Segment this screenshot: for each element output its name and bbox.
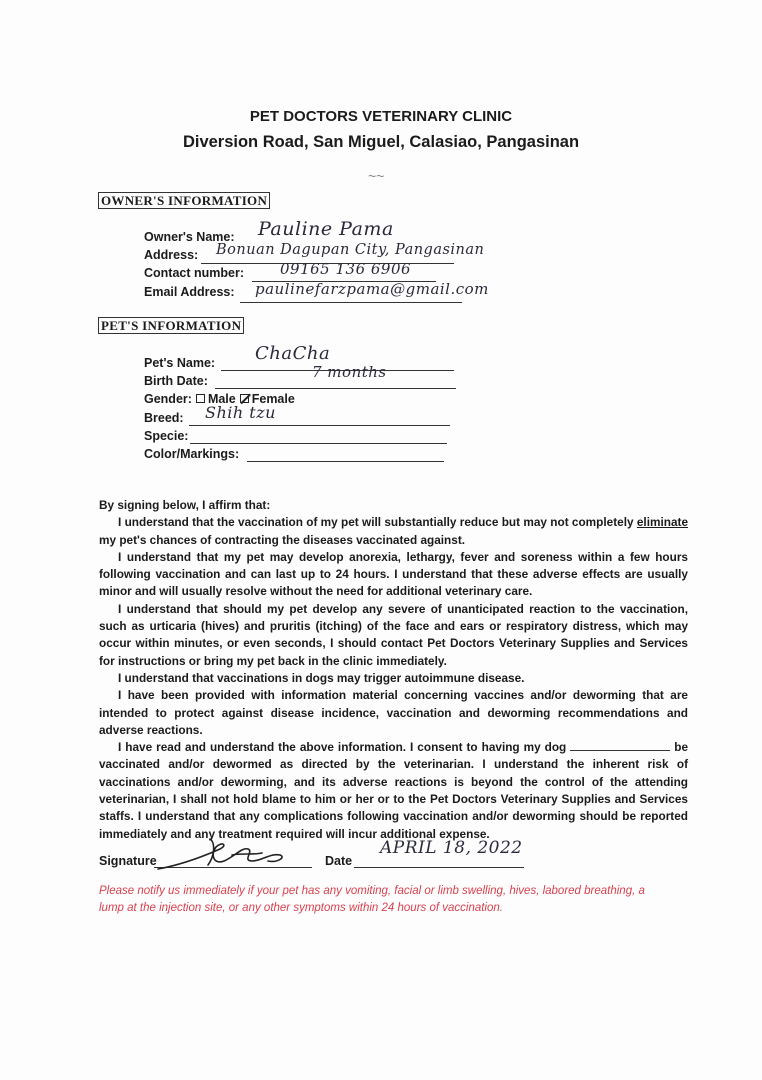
consent-paragraph-4: I understand that vaccinations in dogs may trigger autoimmune disease.: [118, 670, 525, 685]
female-label: Female: [251, 392, 295, 406]
specie-label: Specie:: [144, 429, 189, 443]
gender-label: Gender:: [144, 392, 192, 406]
address-label: Address:: [144, 248, 199, 262]
clinic-address: Diversion Road, San Miguel, Calasiao, Pangasinan: [182, 133, 580, 151]
birth-date-label: Birth Date:: [144, 374, 208, 388]
specie-underline: [190, 429, 447, 444]
signature-scribble-icon: [150, 835, 290, 877]
clinic-name: PET DOCTORS VETERINARY CLINIC: [249, 108, 513, 125]
breed-value[interactable]: Shih tzu: [205, 403, 276, 422]
consent-paragraph-3: I understand that should my pet develop any severe of unanticipated reaction to the vaccination, such as urticaria (hives) and pruritis (itching) of the face and ears or respiratory distress, which may occur within minutes, or even seconds, I should contact Pet Doctors Veterinary Supplies and Services for instructions or bring my pet back in the clinic immediately.: [99, 601, 688, 668]
consent-text: [99, 497, 688, 843]
female-checkbox-icon[interactable]: [240, 394, 249, 403]
handwritten-mark: ~~: [368, 168, 385, 184]
consent-intro: By signing below, I affirm that:: [99, 498, 271, 512]
owner-name-label: Owner's Name:: [144, 230, 235, 244]
aftercare-note: Please notify us immediately if your pet has any vomiting, facial or limb swelling, hives, labored breathing, a lump at the injection site, or any other symptoms within 24 hours of vaccination.: [99, 885, 645, 914]
birth-date-value[interactable]: 7 months: [312, 363, 387, 381]
date-label: Date: [325, 854, 353, 868]
breed-label: Breed:: [144, 411, 184, 425]
color-markings-underline: [247, 447, 444, 462]
contact-label: Contact number:: [144, 266, 244, 280]
male-label: Male: [207, 392, 236, 406]
male-checkbox-icon[interactable]: [196, 394, 205, 403]
consent-paragraph-6: I have read and understand the above information. I consent to having my dog be vaccinated and/or dewormed as directed by the veterinarian. I understand the inherent risk of vaccinations and/or deworming, and its adverse reactions is beyond the control of the attending veterinarian, I shall not hold blame to him or her or to the Pet Doctors Veterinary Supplies and Services staffs. I understand that any complications following vaccination and/or deworming should be reported immediately and any treatment required will incur additional expense.: [99, 740, 689, 841]
signature-label: Signature: [99, 854, 157, 868]
email-label: Email Address:: [144, 285, 235, 299]
email-value[interactable]: paulinefarzpama@gmail.com: [255, 280, 489, 298]
owner-name-value[interactable]: Pauline Pama: [258, 218, 394, 240]
consent-paragraph-1: I understand that the vaccination of my pet will substantially reduce but may not completely eliminate my pet's chances of contracting the diseases vaccinated against.: [99, 515, 688, 547]
dog-name-blank[interactable]: [570, 739, 670, 751]
address-value[interactable]: Bonuan Dagupan City, Pangasinan: [216, 242, 485, 258]
consent-paragraph-5: I have been provided with information material concerning vaccines and/or deworming that are intended to protect against disease incidence, vaccination and deworming recommendations and adverse reactions.: [99, 688, 688, 737]
consent-paragraph-2: I understand that my pet may develop anorexia, lethargy, fever and soreness within a few hours following vaccination and can last up to 24 hours. I understand that these adverse effects are usually minor and will usually resolve without the need for additional veterinary care.: [99, 549, 688, 599]
contact-value[interactable]: 09165 136 6906: [280, 260, 412, 278]
color-markings-label: Color/Markings:: [144, 447, 240, 461]
pet-section-title: PET'S INFORMATION: [98, 317, 244, 334]
owner-section-title: OWNER'S INFORMATION: [98, 192, 270, 209]
pet-name-value[interactable]: ChaCha: [255, 343, 331, 364]
date-value[interactable]: APRIL 18, 2022: [380, 838, 523, 858]
pet-name-label: Pet's Name:: [144, 356, 216, 370]
